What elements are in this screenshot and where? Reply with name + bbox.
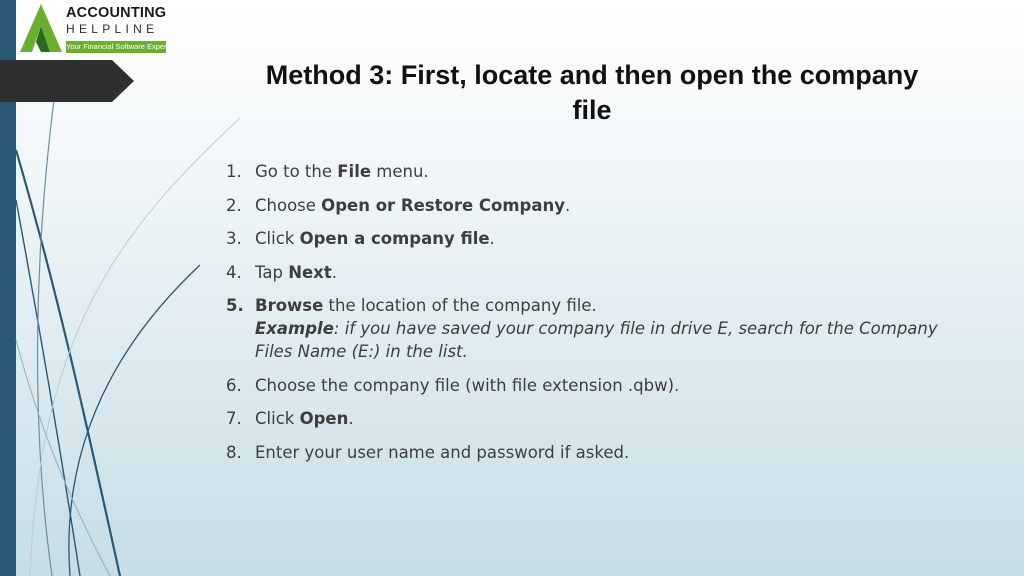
step-text: menu. <box>371 162 429 181</box>
list-item <box>226 374 956 397</box>
list-item <box>226 194 956 217</box>
list-item <box>226 160 956 183</box>
step-keyword: Next <box>288 262 332 282</box>
step-number: 3. <box>226 229 242 248</box>
example-label: Example <box>255 319 334 338</box>
step-number: 1. <box>226 162 242 181</box>
step-text: . <box>489 229 495 248</box>
step-text: Choose the company file (with file extension .qbw). <box>255 375 680 395</box>
step-number: 6. <box>226 375 242 395</box>
logo-text-accounting: ACCOUNTING <box>66 5 167 21</box>
list-item <box>226 441 956 464</box>
step-number: 4. <box>226 262 242 282</box>
step-number: 2. <box>226 195 242 215</box>
step-text: Tap <box>255 262 289 282</box>
step-number: 7. <box>226 409 242 428</box>
step-text: Click <box>255 229 300 248</box>
step-example <box>255 317 956 363</box>
company-logo <box>20 4 170 54</box>
step-keyword: Open <box>299 409 349 428</box>
list-item <box>226 227 956 250</box>
logo-tagline: Your Financial Software Expert <box>66 42 169 51</box>
step-text: Enter your user name and password if asked. <box>255 442 630 462</box>
steps-list <box>226 160 956 474</box>
list-item <box>226 407 956 430</box>
step-text: Click <box>255 409 300 428</box>
list-item <box>226 294 956 363</box>
logo-a-mark-icon <box>20 4 62 52</box>
step-keyword: Browse <box>255 296 324 315</box>
step-text: Go to the <box>255 162 338 181</box>
step-keyword: Open or Restore Company <box>321 195 566 215</box>
step-number: 5. <box>226 296 244 315</box>
step-keyword: File <box>337 162 372 181</box>
step-text: Choose <box>255 195 322 215</box>
step-number: 8. <box>226 442 242 462</box>
step-text: . <box>565 195 571 215</box>
logo-text-helpline: HELPLINE <box>66 22 159 36</box>
list-item <box>226 261 956 284</box>
step-text: . <box>348 409 354 428</box>
title-arrow-banner <box>0 60 135 102</box>
step-text: the location of the company file. <box>323 296 597 315</box>
step-text: . <box>331 262 337 282</box>
step-keyword: Open a company file <box>299 229 490 248</box>
example-text: : if you have saved your company file in drive E, search for the Company Files Name (E:) in the list. <box>255 319 938 361</box>
slide-title: Method 3: First, locate and then open the company file <box>265 60 919 125</box>
